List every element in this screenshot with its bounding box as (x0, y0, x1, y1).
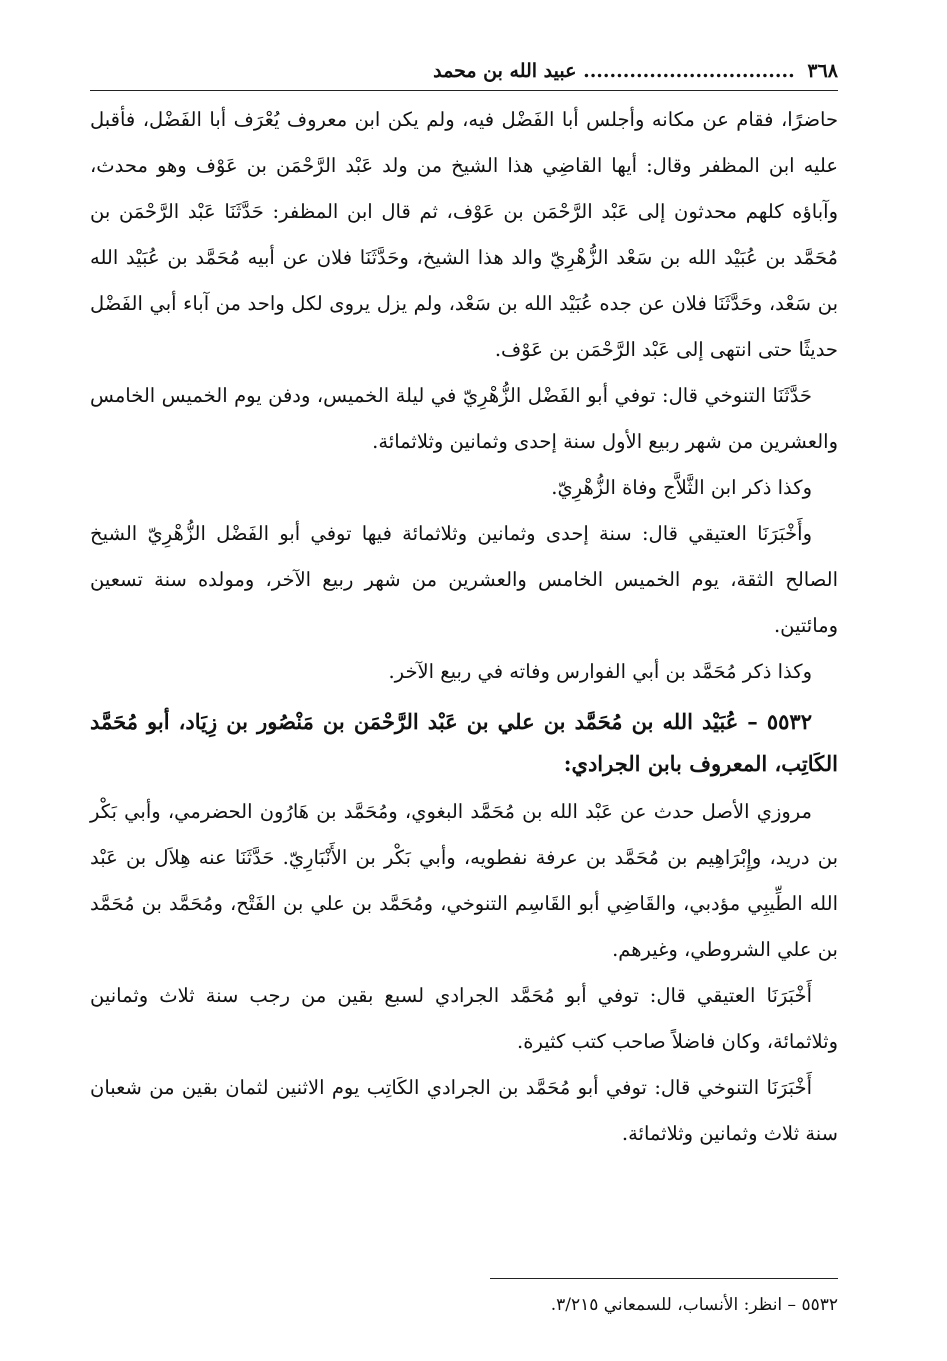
paragraph: مروزي الأصل حدث عن عَبْد الله بن مُحَمَّد البغوي، ومُحَمَّد بن هَارُون الحضرمي، وأبي بَكْر بن دريد، وإِبْرَاهِيم بن مُحَمَّد بن عرفة نفطويه، وأبي بَكْر بن الأَنْبَارِيّ. حَدَّثَنَا عنه هِلاَل بن عَبْد الله الطِّيبِي مؤدبي، والقَاضِي أبو القَاسِم التنوخي، ومُحَمَّد بن علي بن الفَتْح، ومُحَمَّد بن مُحَمَّد بن علي الشروطي، وغيرهم. (90, 800, 838, 961)
footnote: ٥٥٣٢ – انظر: الأنساب، للسمعاني ٣/٢١٥. (550, 1295, 838, 1315)
paragraph: وأَخْبَرَنَا العتيقي قال: سنة إحدى وثمانين وثلاثمائة فيها توفي أبو الفَضْل الزُّهْرِيّ الشيخ الصالح الثقة، يوم الخميس الخامس والعشرين من شهر ربيع الآخر، ومولده سنة تسعين ومائتين. (90, 522, 838, 637)
header-leader-dots: ................................ (583, 60, 795, 82)
paragraph: حَدَّثَنَا التنوخي قال: توفي أبو الفَضْل الزُّهْرِيّ في ليلة الخميس، ودفن يوم الخميس الخامس والعشرين من شهر ربيع الأول سنة إحدى وثمانين وثلاثمائة. (90, 384, 838, 453)
paragraph: وكذا ذكر مُحَمَّد بن أبي الفوارس وفاته في ربيع الآخر. (388, 660, 812, 683)
main-text (90, 97, 838, 1157)
header-title: عبيد الله بن محمد (433, 60, 577, 82)
footnote-divider (490, 1278, 838, 1279)
page (90, 52, 838, 1157)
running-header (90, 52, 838, 91)
paragraph: أَخْبَرَنَا العتيقي قال: توفي أبو مُحَمَّد الجرادي لسبع بقين من رجب سنة ثلاث وثمانين وثلاثمائة، وكان فاضلاً صاحب كتب كثيرة. (90, 984, 838, 1053)
paragraph: وكذا ذكر ابن الثَّلاَّج وفاة الزُّهْرِيّ. (551, 476, 812, 499)
page-number: ٣٦٨ (807, 60, 838, 82)
paragraph: أَخْبَرَنَا التنوخي قال: توفي أبو مُحَمَّد بن الجرادي الكَاتِب يوم الاثنين لثمان بقين من شعبان سنة ثلاث وثمانين وثلاثمائة. (90, 1076, 838, 1145)
paragraph: حاضرًا، فقام عن مكانه وأجلس أبا الفَضْل فيه، ولم يكن ابن معروف يُعْرَف أبا الفَضْل، فأقبل عليه ابن المظفر وقال: أيها القاضِي هذا الشيخ من ولد عَبْد الرَّحْمَن بن عَوْف وهو محدث، وآباؤه كلهم محدثون إلى عَبْد الرَّحْمَن بن عَوْف، ثم قال ابن المظفر: حَدَّثَنَا عَبْد الرَّحْمَن بن مُحَمَّد بن عُبَيْد الله بن سَعْد الزُّهْرِيّ والد هذا الشيخ، وحَدَّثَنَا فلان عن أبيه مُحَمَّد بن عُبَيْد الله بن سَعْد، وحَدَّثَنَا فلان عن جده عُبَيْد الله بن سَعْد، ولم يزل يروى لكل واحد من آباء أبي الفَضْل حديثًا حتى انتهى إلى عَبْد الرَّحْمَن بن عَوْف. (90, 108, 838, 361)
entry-heading: ٥٥٣٢ – عُبَيْد الله بن مُحَمَّد بن علي بن عَبْد الرَّحْمَن بن مَنْصُور بن زِيَاد، أبو مُحَمَّد الكَاتِب، المعروف بابن الجرادي: (90, 709, 838, 776)
